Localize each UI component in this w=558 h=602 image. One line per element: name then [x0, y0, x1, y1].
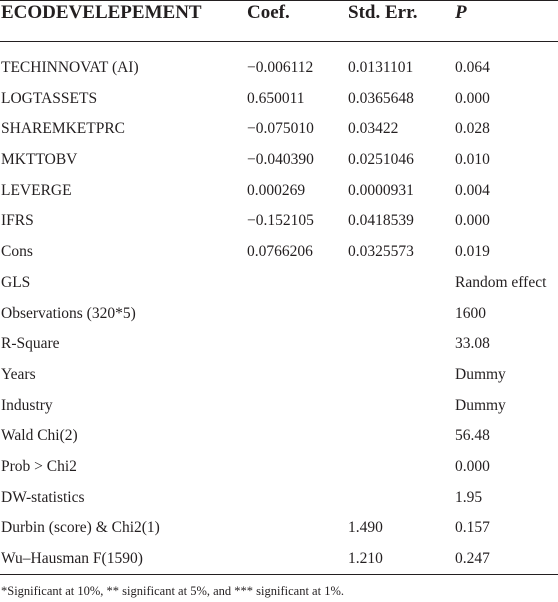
table-row — [0, 360, 558, 391]
cell-variable: DW-statistics — [1, 488, 85, 506]
table-row — [0, 145, 558, 176]
header-variable: ECODEVELEPEMENT — [1, 2, 202, 23]
cell-std-err: 0.0000931 — [348, 181, 414, 199]
table-body — [0, 53, 558, 575]
table-row — [0, 544, 558, 575]
cell-p: 0.000 — [455, 457, 490, 475]
cell-std-err: 0.0251046 — [348, 151, 414, 169]
table-row — [0, 452, 558, 483]
table-row — [0, 483, 558, 514]
cell-variable: LOGTASSETS — [1, 89, 98, 107]
table-bottom-rule — [0, 574, 558, 575]
cell-variable: MKTTOBV — [1, 151, 78, 169]
table-footnote: *Significant at 10%, ** significant at 5%, and *** significant at 1%. — [1, 584, 344, 598]
cell-variable: Durbin (score) & Chi2(1) — [1, 519, 160, 537]
table-header-row — [0, 0, 558, 41]
table-row — [0, 176, 558, 207]
cell-variable: SHAREMKETPRC — [1, 120, 126, 138]
cell-std-err: 0.0325573 — [348, 243, 414, 261]
cell-variable: Cons — [1, 243, 33, 261]
table-row — [0, 391, 558, 422]
cell-std-err: 0.0365648 — [348, 89, 414, 107]
cell-p: 1.95 — [455, 488, 483, 506]
cell-variable: LEVERGE — [1, 181, 72, 199]
table-header-rule — [0, 41, 558, 42]
table-row — [0, 84, 558, 115]
cell-p: Dummy — [455, 396, 506, 414]
cell-p: 1600 — [455, 304, 486, 322]
cell-variable: R-Square — [1, 335, 60, 353]
cell-std-err: 0.0131101 — [348, 59, 414, 76]
cell-coef: 0.000269 — [247, 181, 306, 199]
cell-p: 0.247 — [455, 550, 490, 567]
cell-coef: 0.650011 — [247, 89, 305, 107]
cell-p: 0.157 — [455, 519, 490, 537]
cell-std-err: 1.210 — [348, 550, 383, 567]
table-row — [0, 329, 558, 360]
cell-coef: −0.040390 — [247, 151, 314, 169]
header-p: P — [455, 2, 467, 23]
cell-coef: −0.152105 — [247, 212, 314, 230]
table-row — [0, 268, 558, 299]
table-row — [0, 114, 558, 145]
cell-coef: −0.075010 — [247, 120, 314, 138]
cell-variable: Wald Chi(2) — [1, 427, 78, 445]
cell-p: 0.019 — [455, 243, 490, 261]
cell-p: 56.48 — [455, 427, 490, 445]
cell-p: 0.004 — [455, 181, 490, 199]
cell-p: Random effect — [455, 273, 547, 291]
cell-std-err: 0.03422 — [348, 120, 399, 138]
cell-variable: Industry — [1, 396, 53, 414]
table-row — [0, 237, 558, 268]
table-row — [0, 421, 558, 452]
table-row — [0, 513, 558, 544]
cell-p: 0.000 — [455, 212, 490, 230]
table-row — [0, 53, 558, 84]
cell-variable: GLS — [1, 273, 31, 291]
cell-variable: IFRS — [1, 212, 34, 230]
cell-std-err: 0.0418539 — [348, 212, 414, 230]
cell-variable: TECHINNOVAT (AI) — [1, 59, 139, 76]
cell-p: Dummy — [455, 365, 506, 383]
header-coef: Coef. — [247, 2, 290, 23]
cell-p: 0.064 — [455, 59, 490, 76]
cell-variable: Wu–Hausman F(1590) — [1, 550, 143, 567]
cell-coef: −0.006112 — [247, 59, 314, 76]
cell-p: 0.010 — [455, 151, 490, 169]
cell-variable: Years — [1, 365, 36, 383]
cell-std-err: 1.490 — [348, 519, 383, 537]
cell-p: 0.000 — [455, 89, 490, 107]
cell-variable: Prob > Chi2 — [1, 457, 77, 475]
cell-p: 0.028 — [455, 120, 490, 138]
cell-variable: Observations (320*5) — [1, 304, 136, 322]
header-std-err: Std. Err. — [348, 2, 418, 23]
cell-p: 33.08 — [455, 335, 490, 353]
table-row — [0, 299, 558, 330]
cell-coef: 0.0766206 — [247, 243, 313, 261]
table-row — [0, 206, 558, 237]
